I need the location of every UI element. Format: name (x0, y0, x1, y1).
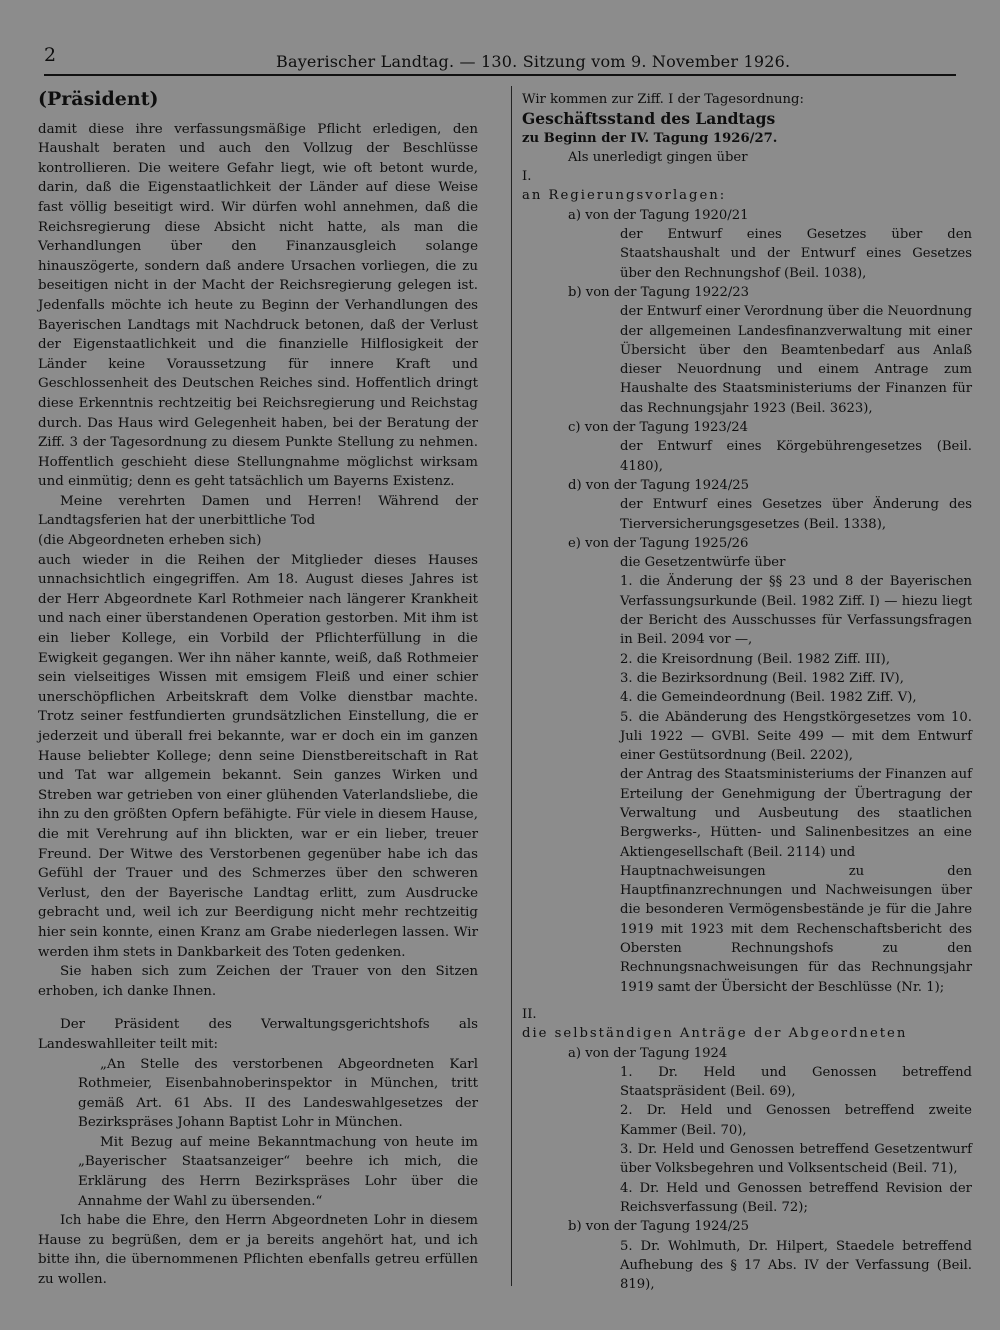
item-ii-4: 4. Dr. Held und Genossen betreffend Revision der Reichsverfassung (Beil. 72); (620, 1180, 972, 1215)
regierungsvorlagen-label: an Regierungsvorlagen: (522, 188, 727, 204)
unerledigt-line: Als unerledigt gingen über (568, 149, 748, 165)
roman-numeral-2: II. (522, 1006, 537, 1022)
item-d-text: der Entwurf eines Gesetzes über Änderung des Tierversicherungsgesetzes (Beil. 1338), (620, 497, 972, 532)
item-e-5: 5. die Abänderung des Hengstkörgesetzes vom 10. Juli 1922 — GVBl. Seite 499 — mit dem Entwurf einer Gestütsordnung (Beil. 2202), (620, 709, 972, 764)
item-c-text: der Entwurf eines Körgebührengesetzes (Beil. 4180), (620, 439, 972, 474)
item-e-2: 2. die Kreisordnung (Beil. 1982 Ziff. III), (620, 651, 891, 667)
item-e-4: 4. die Gemeindeordnung (Beil. 1982 Ziff. V), (620, 690, 917, 706)
item-ii-a-label: a) von der Tagung 1924 (568, 1045, 728, 1061)
paragraph-1: damit diese ihre verfassungsmäßige Pflicht erledigen, den Haushalt beraten und auch den Vollzug der Beschlüsse kontrollieren. Die weitere Gefahr liegt, wie oft betont wurde, darin, daß die Eigenstaatlichkeit der Länder auf diese Weise fast völlig beseitigt wird. Wir dürfen wohl annehmen, daß die Reichsregierung diese Absicht nicht hatte, als man die Verhandlungen über den Finanzausgleich solange hinauszögerte, sondern daß andere Ursachen vorliegen, die zu beseitigen nicht in der Macht der Reichsregierung gelegen ist. Jedenfalls möchte ich heute zu Beginn der Verhandlungen des Bayerischen Landtags mit Nachdruck betonen, daß der Verlust der Eigenstaatlichkeit und die finanzielle Hilflosigkeit der Länder keine Voraussetzung für innere Kraft und Geschlossenheit des Deutschen Reiches sind. Hoffentlich dringt diese Erkenntnis rechtzeitig bei Reichsregierung und Reichstag durch. Das Haus wird Gelegenheit haben, bei der Beratung der Ziff. 3 der Tagesordnung zu diesem Punkte Stellung zu nehmen. Hoffentlich geschieht diese Stellungnahme möglichst wirksam und einmütig; denn es geht tatsächlich um Bayerns Existenz. (38, 121, 478, 490)
item-c-label: c) von der Tagung 1923/24 (568, 420, 749, 436)
item-e-1: 1. die Änderung der §§ 23 und 8 der Bayerischen Verfassungsurkunde (Beil. 1982 Ziff. I) — hiezu liegt der Bericht des Ausschusses für Verfassungsfragen in Beil. 2094 vor —, (620, 574, 972, 648)
item-ii-b-label: b) von der Tagung 1924/25 (568, 1219, 750, 1235)
paragraph-2: Meine verehrten Damen und Herren! Während der Landtagsferien hat der unerbittliche Tod (38, 493, 478, 529)
antraege-label: die selbständigen Anträge der Abgeordneten (522, 1026, 908, 1042)
speaker-heading: (Präsident) (38, 88, 159, 110)
item-b-text: der Entwurf einer Verordnung über die Neuordnung der allgemeinen Landesfinanzverwaltung mit einer Übersicht über den Beamtenbedarf aus Anlaß dieser Neuordnung und einem Antrage zum Haushalte des Staatsministeriums der Finanzen für das Rechnungsjahr 1923 (Beil. 3623), (620, 304, 972, 416)
item-e-antrag: der Antrag des Staatsministeriums der Finanzen auf Erteilung der Genehmigung der Übertragung der Verwaltung und Ausbeutung des staatlichen Bergwerks-, Hütten- und Salinenbesitzes an eine Aktiengesellschaft (Beil. 2114) und (620, 767, 972, 860)
page-number: 2 (44, 44, 57, 66)
item-a-label: a) von der Tagung 1920/21 (568, 207, 749, 223)
quote-2: Mit Bezug auf meine Bekanntmachung von heute im „Bayerischer Staatsanzeiger“ beehre ich mich, die Erklärung des Herrn Bezirkspräses Lohr über die Annahme der Wahl zu übersenden.“ (78, 1134, 478, 1209)
stage-note: (die Abgeordneten erheben sich) (38, 533, 262, 549)
running-header: Bayerischer Landtag. — 130. Sitzung vom 9. November 1926. (276, 52, 791, 71)
item-e-hauptnachweisungen: Hauptnachweisungen zu den Hauptfinanzrechnungen und Nachweisungen über die besonderen Vermögensbestände je für die Jahre 1919 mit 1923 mit dem Rechenschaftsbericht des Obersten Rechnungshofs zu den Rechnungsnachweisungen für das Rechnungsjahr 1919 samt der Übersicht der Beschlüsse (Nr. 1); (620, 863, 972, 995)
paragraph-4: Sie haben sich zum Zeichen der Trauer von den Sitzen erhoben, ich danke Ihnen. (38, 964, 478, 999)
item-e-intro: die Gesetzentwürfe über (620, 555, 786, 571)
agenda-heading: Geschäftsstand des Landtags (522, 109, 776, 129)
right-column (522, 90, 972, 1294)
quote-1: „An Stelle des verstorbenen Abgeordneten Karl Rothmeier, Eisenbahnoberinspektor in München, tritt gemäß Art. 61 Abs. II des Landeswahlgesetzes der Bezirkspräses Johann Baptist Lohr in München. (78, 1056, 478, 1131)
agenda-intro: Wir kommen zur Ziff. I der Tagesordnung: (522, 92, 804, 107)
item-ii-5: 5. Dr. Wohlmuth, Dr. Hilpert, Staedele betreffend Aufhebung des § 17 Abs. IV der Verfassung (Beil. 819), (620, 1238, 972, 1293)
item-ii-3: 3. Dr. Held und Genossen betreffend Gesetzentwurf über Volksbegehren und Volksentscheid (Beil. 71), (620, 1142, 972, 1177)
item-ii-2: 2. Dr. Held und Genossen betreffend zweite Kammer (Beil. 70), (620, 1103, 972, 1138)
item-ii-1: 1. Dr. Held und Genossen betreffend Staatspräsident (Beil. 69), (620, 1064, 972, 1100)
item-e-3: 3. die Bezirksordnung (Beil. 1982 Ziff. IV), (620, 670, 904, 686)
header-rule (44, 74, 956, 76)
item-d-label: d) von der Tagung 1924/25 (568, 477, 750, 493)
roman-numeral-1: I. (522, 169, 532, 185)
item-e-label: e) von der Tagung 1925/26 (568, 535, 749, 551)
column-divider (511, 86, 512, 1286)
paragraph-3: auch wieder in die Reihen der Mitglieder dieses Hauses unnachsichtlich eingegriffen. Am 18. August dieses Jahres ist der Herr Abgeordnete Karl Rothmeier nach längerer Krankheit und nach einer überstandenen Operation gestorben. Mit ihm ist ein lieber Kollege, ein Vorbild der Pflichterfüllung in die Ewigkeit gegangen. Wer ihn näher kannte, weiß, daß Rothmeier sein vielseitiges Wissen mit emsigem Fleiß und einer schier unerschöpflichen Arbeitskraft dem Volke dienstbar machte. Trotz seiner festfundierten grundsätzlichen Einstellung, die er jederzeit und überall frei bekannte, war er doch ein im ganzen Hause beliebter Kollege; denn seine Dienstbereitschaft in Rat und Tat war allgemein bekannt. Sein ganzes Wirken und Streben war getrieben von einer glühenden Vaterlandsliebe, die ihn zu den größten Opfern befähigte. Für viele in diesem Hause, die mit Verehrung auf ihn blickten, war er ein lieber, treuer Freund. Der Witwe des Verstorbenen gegenüber habe ich das Gefühl der Trauer und des Schmerzes über den schweren Verlust, den der Bayerische Landtag erlitt, zum Ausdrucke gebracht und, weil ich zur Beerdigung nicht mehr rechtzeitig hier sein konnte, einen Kranz am Grabe niederlegen lassen. Wir werden ihm stets in Dankbarkeit des Toten gedenken. (38, 552, 478, 960)
agenda-subheading: zu Beginn der IV. Tagung 1926/27. (522, 130, 778, 146)
left-column (38, 90, 478, 1290)
item-b-label: b) von der Tagung 1922/23 (568, 284, 750, 300)
item-a-text: der Entwurf eines Gesetzes über den Staatshaushalt und der Entwurf eines Gesetzes über den Rechnungshof (Beil. 1038), (620, 227, 972, 281)
paragraph-6: Ich habe die Ehre, den Herrn Abgeordneten Lohr in diesem Hause zu begrüßen, dem er ja bereits angehört hat, und ich bitte ihn, die übernommenen Pflichten ebenfalls getreu erfüllen zu wollen. (38, 1213, 478, 1288)
paragraph-5: Der Präsident des Verwaltungsgerichtshofs als Landeswahlleiter teilt mit: (38, 1017, 478, 1052)
